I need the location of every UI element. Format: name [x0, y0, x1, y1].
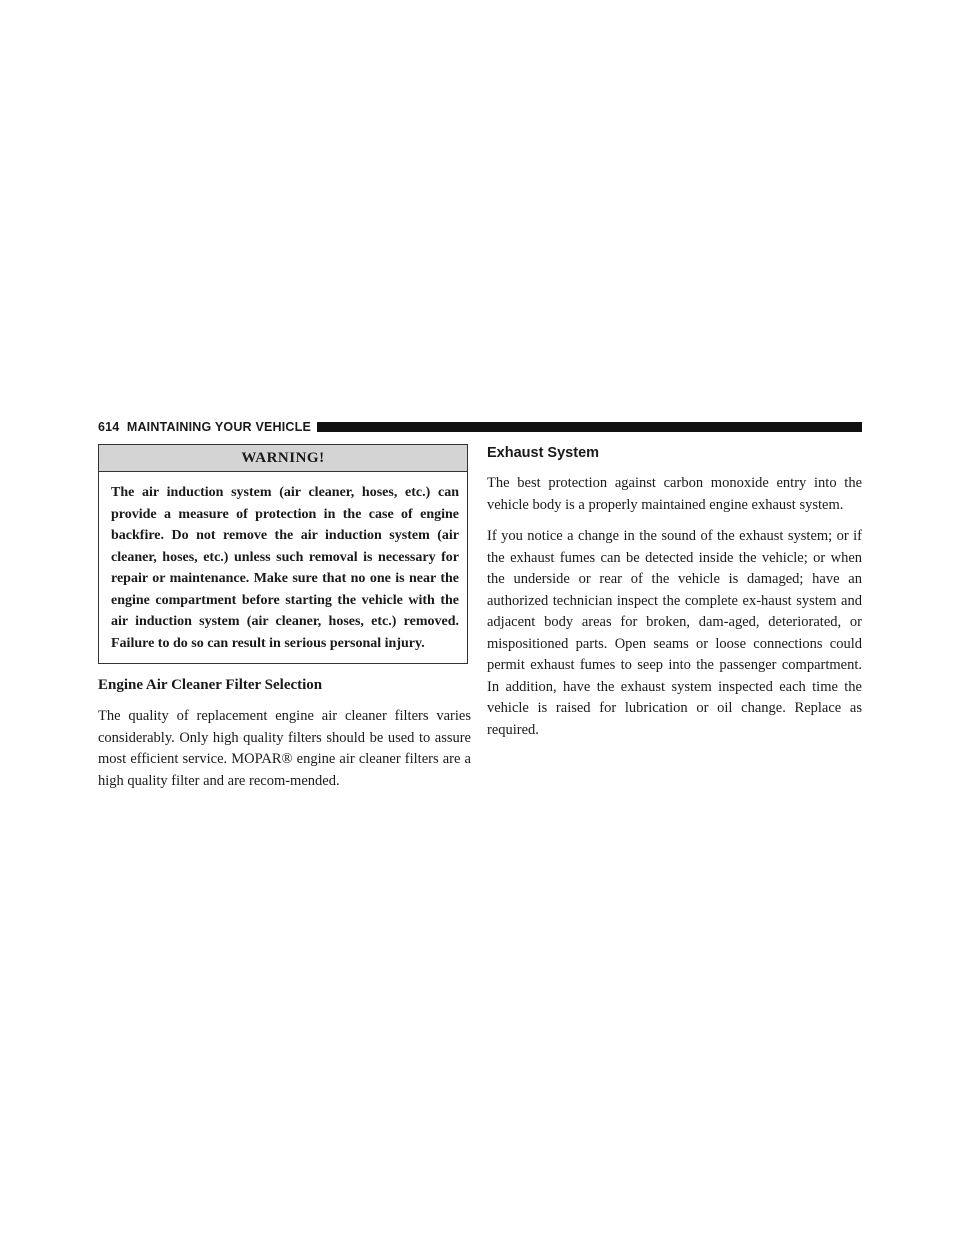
section-title: MAINTAINING YOUR VEHICLE	[126, 420, 312, 434]
filter-selection-heading: Engine Air Cleaner Filter Selection	[98, 677, 323, 693]
right-column	[487, 444, 862, 741]
warning-text: The air induction system (air cleaner, hoses, etc.) can provide a measure of protection in the case of engine backfire. Do not remove the air induction system (air cleaner, hoses, etc.) unless such removal is necessary for repair or maintenance. Make sure that no one is near the engine compartment before starting the vehicle with the air induction system (air cleaner, hoses, etc.) removed. Failure to do so can result in serious personal injury.	[111, 485, 459, 651]
warning-title: WARNING!	[99, 445, 467, 472]
exhaust-paragraph-1: The best protection against carbon monoxide entry into the vehicle body is a properly maintained engine exhaust system.	[487, 475, 862, 513]
header-rule	[317, 422, 862, 432]
left-column	[98, 444, 471, 792]
exhaust-paragraph-2: If you notice a change in the sound of the exhaust system; or if the exhaust fumes can be detected inside the vehicle; or when the underside or rear of the vehicle is damaged; have an authorized technician inspect the complete ex-haust system and adjacent body areas for broken, dam-aged, deteriorated, or mispositioned parts. Open seams or loose connections could permit exhaust fumes to seep into the passenger compartment. In addition, have the exhaust system inspected each time the vehicle is raised for lubrication or oil change. Replace as required.	[487, 528, 862, 738]
page-number: 614	[98, 420, 120, 434]
page-header	[98, 420, 862, 434]
exhaust-system-heading: Exhaust System	[487, 445, 600, 461]
page-header-text	[98, 420, 317, 434]
warning-box	[98, 444, 468, 664]
filter-selection-paragraph: The quality of replacement engine air cleaner filters varies considerably. Only high quality filters should be used to assure most efficient service. MOPAR® engine air cleaner filters are a high quality filter and are recom-mended.	[98, 708, 471, 789]
